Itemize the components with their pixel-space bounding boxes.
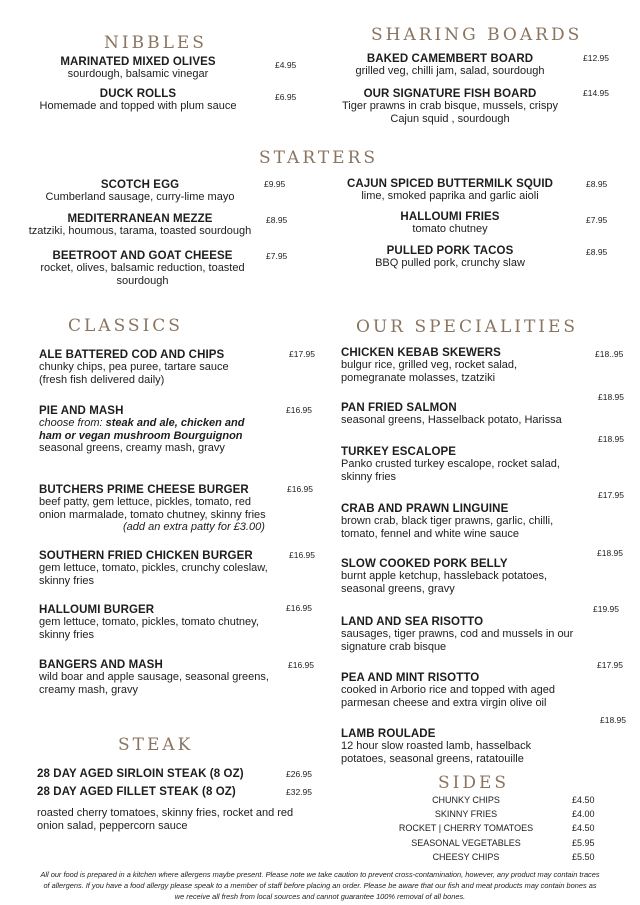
- item-description: roasted cherry tomatoes, skinny fries, rocket and red: [37, 807, 294, 819]
- menu-item: [330, 88, 570, 125]
- menu-item: [340, 211, 560, 236]
- item-description: grilled veg, chilli jam, salad, sourdough: [355, 65, 545, 77]
- item-description: tomato, fennel and white wine sauce: [341, 527, 519, 540]
- section-title-sides: SIDES: [438, 773, 510, 793]
- item-description: creamy mash, gravy: [39, 683, 139, 696]
- side-item-name: SEASONAL VEGETABLES: [411, 838, 521, 848]
- item-choice-options: ham or vegan mushroom Bourguignon: [39, 429, 243, 442]
- item-price: £18.95: [597, 548, 623, 558]
- item-price: £6.95: [275, 92, 297, 102]
- item-note: (add an extra patty for £3.00): [123, 521, 265, 533]
- item-name: BEETROOT AND GOAT CHEESE: [52, 250, 233, 262]
- menu-item: [340, 245, 560, 270]
- side-item-price: £4.50: [572, 823, 595, 833]
- item-price: £32.95: [286, 787, 312, 797]
- item-name: HALLOUMI BURGER: [39, 604, 155, 616]
- item-name: TURKEY ESCALOPE: [341, 446, 457, 458]
- item-name: PULLED PORK TACOS: [386, 245, 514, 257]
- item-description: seasonal greens, creamy mash, gravy: [39, 442, 225, 454]
- disclaimer-line: All our food is prepared in a kitchen where allergens maybe present. Please note we take caution to prevent cross-contamination, however, any product may contain traces: [40, 870, 600, 879]
- item-description: BBQ pulled pork, crunchy slaw: [375, 257, 525, 269]
- item-name: BANGERS AND MASH: [39, 659, 163, 671]
- item-price: £16.95: [289, 550, 315, 560]
- item-description: gem lettuce, tomato, pickles, crunchy coleslaw,: [39, 562, 268, 574]
- item-price: £8.95: [586, 179, 608, 189]
- item-name: PIE AND MASH: [39, 405, 124, 417]
- item-description: sourdough: [116, 274, 169, 287]
- menu-item: [341, 558, 547, 595]
- item-price: £18..95: [595, 349, 624, 359]
- item-choice-options: steak and ale, chicken and: [105, 417, 245, 429]
- menu-item: [341, 402, 562, 427]
- menu-item: [39, 349, 229, 386]
- section-title-specialities: OUR SPECIALITIES: [356, 317, 579, 337]
- item-description: skinny fries: [341, 470, 397, 483]
- allergen-disclaimer: [8, 869, 632, 903]
- section-title-nibbles: NIBBLES: [104, 33, 207, 53]
- item-price: £16.95: [286, 603, 312, 613]
- side-item-price: £4.00: [572, 809, 595, 819]
- item-description: lime, smoked paprika and garlic aioli: [361, 190, 539, 202]
- item-name: PAN FRIED SALMON: [341, 402, 457, 414]
- item-description: Cumberland sausage, curry-lime mayo: [45, 191, 235, 203]
- item-name: PEA AND MINT RISOTTO: [341, 672, 480, 684]
- item-description: Panko crusted turkey escalope, rocket salad,: [341, 458, 560, 470]
- item-price: £4.95: [275, 60, 297, 70]
- item-description: tzatziki, houmous, tarama, toasted sourdough: [28, 225, 252, 237]
- side-item-name: CHUNKY CHIPS: [432, 795, 500, 805]
- item-price: £12.95: [583, 53, 609, 63]
- menu-item: [341, 347, 517, 384]
- item-description: wild boar and apple sausage, seasonal greens,: [39, 671, 269, 683]
- item-description: skinny fries: [39, 628, 95, 641]
- item-name: BUTCHERS PRIME CHEESE BURGER: [39, 484, 249, 496]
- item-name: BAKED CAMEMBERT BOARD: [366, 53, 534, 65]
- item-price: £16.95: [288, 660, 314, 670]
- item-price: £18.95: [598, 434, 624, 444]
- item-description: potatoes, seasonal greens, ratatouille: [341, 752, 524, 765]
- menu-item: [39, 550, 268, 587]
- menu-item: [39, 484, 266, 534]
- section-title-sharing-boards: SHARING BOARDS: [371, 25, 583, 45]
- menu-item: [20, 213, 260, 238]
- item-price: £18.95: [598, 392, 624, 402]
- item-name: LAMB ROULADE: [341, 728, 436, 740]
- side-item-price: £5.95: [572, 838, 595, 848]
- item-name: SCOTCH EGG: [100, 179, 180, 191]
- side-item-price: £5.50: [572, 852, 595, 862]
- section-title-classics: CLASSICS: [68, 316, 183, 336]
- item-description: tomato chutney: [412, 223, 488, 235]
- item-name: ALE BATTERED COD AND CHIPS: [39, 349, 225, 361]
- disclaimer-line: we receive all fresh from local sources and cannot guarantee 100% removal of all bones.: [174, 892, 466, 902]
- item-description: bulgur rice, grilled veg, rocket salad,: [341, 359, 518, 371]
- item-price: £26.95: [286, 769, 312, 779]
- menu-item: [341, 503, 553, 540]
- disclaimer-line: of allergens. If you have a food allergy please speak to a member of staff before placing an order. Please be aware that our fish and meat products may contain bones as: [43, 881, 597, 891]
- side-item-price: £4.50: [572, 795, 595, 805]
- item-name: CRAB AND PRAWN LINGUINE: [341, 503, 509, 515]
- item-price: £17.95: [597, 660, 623, 670]
- menu-item: [39, 405, 244, 455]
- item-name: SOUTHERN FRIED CHICKEN BURGER: [39, 550, 253, 562]
- item-price: £14.95: [583, 88, 609, 98]
- item-description: parmesan cheese and extra virgin olive oil: [341, 696, 547, 709]
- item-description: Tiger prawns in crab bisque, mussels, crispy: [341, 100, 558, 112]
- menu-item: [20, 250, 265, 287]
- item-price: £16.95: [286, 405, 312, 415]
- item-description: Cajun squid , sourdough: [390, 112, 510, 125]
- item-name: SLOW COOKED PORK BELLY: [341, 558, 508, 570]
- side-item-name: ROCKET | CHERRY TOMATOES: [398, 823, 534, 833]
- item-description: brown crab, black tiger prawns, garlic, chilli,: [341, 515, 554, 527]
- item-price: £16.95: [287, 484, 313, 494]
- item-description: chunky chips, pea puree, tartare sauce: [39, 361, 229, 373]
- item-name: OUR SIGNATURE FISH BOARD: [363, 88, 537, 100]
- item-description: onion salad, peppercorn sauce: [37, 819, 188, 832]
- item-price: £7.95: [586, 215, 608, 225]
- section-title-steak: STEAK: [118, 735, 194, 755]
- item-price: £7.95: [266, 251, 288, 261]
- item-description: (fresh fish delivered daily): [39, 373, 165, 386]
- item-description: 12 hour slow roasted lamb, hasselback: [341, 740, 532, 752]
- item-price: £8.95: [586, 247, 608, 257]
- menu-item: [341, 616, 573, 653]
- item-description: burnt apple ketchup, hassleback potatoes,: [341, 570, 548, 582]
- steak-description: [37, 807, 293, 832]
- item-name: MARINATED MIXED OLIVES: [60, 56, 216, 68]
- item-choice-prefix: choose from:: [39, 417, 106, 429]
- item-name: 28 DAY AGED FILLET STEAK (8 OZ): [37, 786, 236, 798]
- item-description: beef patty, gem lettuce, pickles, tomato, red: [39, 496, 251, 508]
- menu-item: [341, 672, 555, 709]
- menu-item: [39, 604, 259, 641]
- menu-item: [341, 728, 531, 765]
- item-description: seasonal greens, gravy: [341, 582, 455, 595]
- item-price: £19.95: [593, 604, 619, 614]
- item-price: £18.95: [600, 715, 626, 725]
- item-name: CAJUN SPICED BUTTERMILK SQUID: [346, 178, 554, 190]
- item-description: rocket, olives, balsamic reduction, toasted: [40, 262, 245, 274]
- item-description: sourdough, balsamic vinegar: [67, 68, 209, 80]
- item-name: LAND AND SEA RISOTTO: [341, 616, 484, 628]
- side-item-name: CHEESY CHIPS: [432, 852, 500, 862]
- side-item-name: SKINNY FRIES: [434, 809, 498, 819]
- item-description: gem lettuce, tomato, pickles, tomato chutney,: [39, 616, 259, 628]
- menu-item: [341, 446, 560, 483]
- item-name: MEDITERRANEAN MEZZE: [67, 213, 213, 225]
- item-description: onion marmalade, tomato chutney, skinny fries: [39, 508, 266, 521]
- menu-item: [30, 179, 250, 204]
- item-name: HALLOUMI FRIES: [400, 211, 500, 223]
- menu-item: [330, 53, 570, 78]
- item-description: skinny fries: [39, 574, 95, 587]
- item-price: £8.95: [266, 215, 288, 225]
- item-description: seasonal greens, Hasselback potato, Harissa: [341, 414, 562, 426]
- item-description: pomegranate molasses, tzatziki: [341, 371, 496, 384]
- menu-item: [20, 56, 256, 81]
- item-description: cooked in Arborio rice and topped with aged: [341, 684, 556, 696]
- item-price: £17.95: [598, 490, 624, 500]
- menu-item: [39, 659, 269, 696]
- item-price: £9.95: [264, 179, 286, 189]
- item-description: sausages, tiger prawns, cod and mussels in our: [341, 628, 574, 640]
- menu-item: [340, 178, 560, 203]
- item-description: signature crab bisque: [341, 640, 447, 653]
- item-price: £17.95: [289, 349, 315, 359]
- item-name: DUCK ROLLS: [99, 88, 177, 100]
- item-description: Homemade and topped with plum sauce: [39, 100, 237, 112]
- item-name: 28 DAY AGED SIRLOIN STEAK (8 OZ): [37, 768, 244, 780]
- menu-item: [0, 88, 276, 113]
- section-title-starters: STARTERS: [259, 148, 379, 168]
- item-name: CHICKEN KEBAB SKEWERS: [341, 347, 501, 359]
